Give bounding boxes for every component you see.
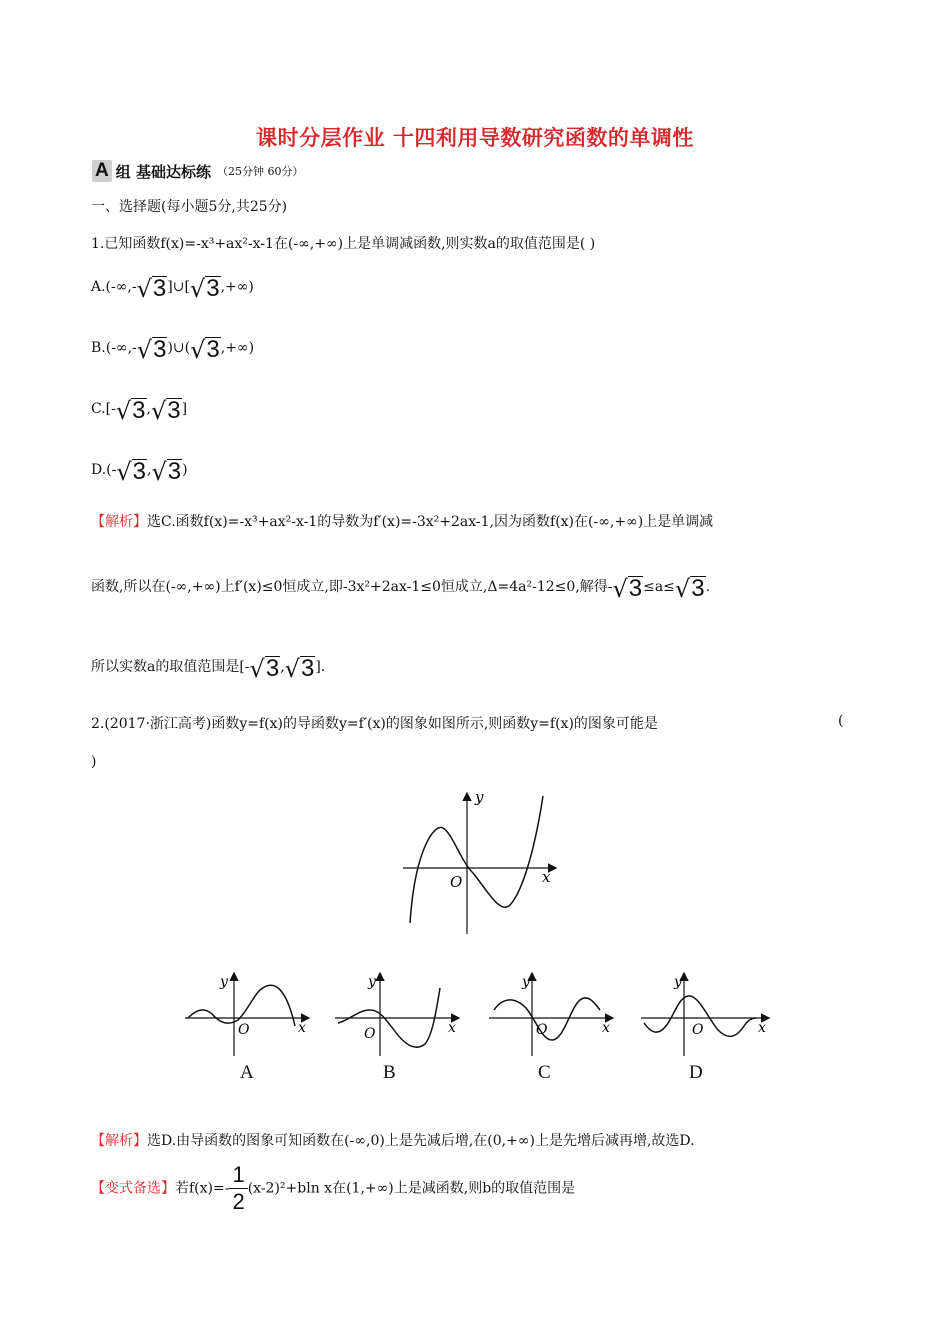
question-2-paren-close: ) [91, 754, 97, 770]
solution-1-line-2: 函数,所以在(-∞,+∞)上f′(x)≤0恒成立,即-3x²+2ax-1≤0恒成立,Δ=4a²-12≤0,解得- √ 3 ≤a≤ √ 3 . [91, 575, 711, 603]
sqrt-expression: √ 3 [115, 397, 146, 425]
question-2-paren-open: ( [838, 713, 844, 729]
option-c: C.[- √ 3 , √ 3 ] [91, 397, 188, 425]
sqrt-expression: √ 3 [136, 336, 167, 364]
group-badge: A [92, 160, 112, 182]
svg-text:y: y [674, 974, 682, 990]
group-header [92, 160, 303, 182]
svg-text:O: O [364, 1026, 376, 1042]
section-heading: 一、选择题(每小题5分,共25分) [91, 199, 288, 215]
svg-text:x: x [298, 1020, 306, 1036]
option-label-b: B [383, 1062, 396, 1083]
svg-text:y: y [220, 974, 228, 990]
derivative-graph [395, 788, 565, 938]
svg-text:y: y [522, 974, 530, 990]
derivative-curve [410, 796, 543, 923]
option-b: B.(-∞,- √ 3 )∪( √ 3 ,+∞) [91, 336, 255, 364]
svg-text:x: x [758, 1020, 766, 1036]
sqrt-expression: √ 3 [189, 275, 220, 303]
y-axis-label: y [475, 788, 484, 806]
solution-1-line-1: 【解析】选C.函数f(x)=-x³+ax²-x-1的导数为f′(x)=-3x²+2ax-1,因为函数f(x)在(-∞,+∞)上是单调减 [91, 514, 714, 530]
sqrt-expression: √ 3 [116, 458, 147, 486]
sqrt-expression: √ 3 [190, 336, 220, 364]
svg-text:O: O [536, 1022, 548, 1038]
option-label-c: C [538, 1062, 551, 1083]
sqrt-expression: √ 3 [136, 275, 167, 303]
option-graph-c [484, 968, 619, 1063]
group-name: 组 基础达标练 [115, 162, 211, 181]
fraction-one-half: $\frac{1}{2}$ [229, 1162, 247, 1215]
sqrt-expression: √ 3 [612, 575, 643, 603]
sqrt-expression: √ 3 [150, 397, 181, 425]
sqrt-expression: √ 3 [151, 458, 182, 486]
option-graph-b [330, 968, 465, 1063]
solution-tag: 【解析】 [91, 514, 147, 530]
variant-tag: 【变式备选】 [91, 1180, 175, 1197]
question-1-stem: 1.已知函数f(x)=-x³+ax²-x-1在(-∞,+∞)上是单调减函数,则实数a的取值范围是( ) [91, 236, 596, 252]
svg-text:x: x [448, 1020, 456, 1036]
question-2-stem: 2.(2017·浙江高考)函数y=f(x)的导函数y=f′(x)的图象如图所示,则函数y=f(x)的图象可能是 [91, 716, 658, 732]
svg-text:O: O [238, 1022, 250, 1038]
variant-question: 【变式备选】若f(x)=- $\frac{1}{2}$ (x-2)²+bln x在(1,+∞)上是减函数,则b的取值范围是 [91, 1162, 576, 1214]
option-graph-d [636, 968, 776, 1063]
sqrt-expression: √ 3 [249, 655, 280, 683]
option-d: D.(- √ 3 , √ 3 ) [91, 458, 188, 486]
option-label-a: A [240, 1062, 254, 1083]
svg-text:x: x [602, 1020, 610, 1036]
svg-text:O: O [692, 1022, 704, 1038]
group-time: （25分钟 60分） [216, 165, 304, 178]
sqrt-expression: √ 3 [674, 575, 705, 603]
curve-a [188, 985, 295, 1026]
sqrt-expression: √ 3 [284, 655, 315, 683]
svg-text:y: y [368, 974, 376, 990]
solution-2: 【解析】选D.由导函数的图象可知函数在(-∞,0)上是先减后增,在(0,+∞)上是先增后减再增,故选D. [91, 1133, 695, 1149]
solution-tag: 【解析】 [91, 1133, 147, 1149]
option-graph-a [180, 968, 315, 1063]
x-axis-label: x [542, 868, 551, 886]
solution-1-line-3: 所以实数a的取值范围是[- √ 3 , √ 3 ]. [91, 655, 326, 683]
origin-label: O [450, 873, 463, 891]
option-label-d: D [689, 1062, 703, 1083]
option-a: A.(-∞,- √ 3 ]∪[ √ 3 ,+∞) [91, 275, 254, 303]
page-title: 课时分层作业 十四利用导数研究函数的单调性 [256, 125, 694, 150]
